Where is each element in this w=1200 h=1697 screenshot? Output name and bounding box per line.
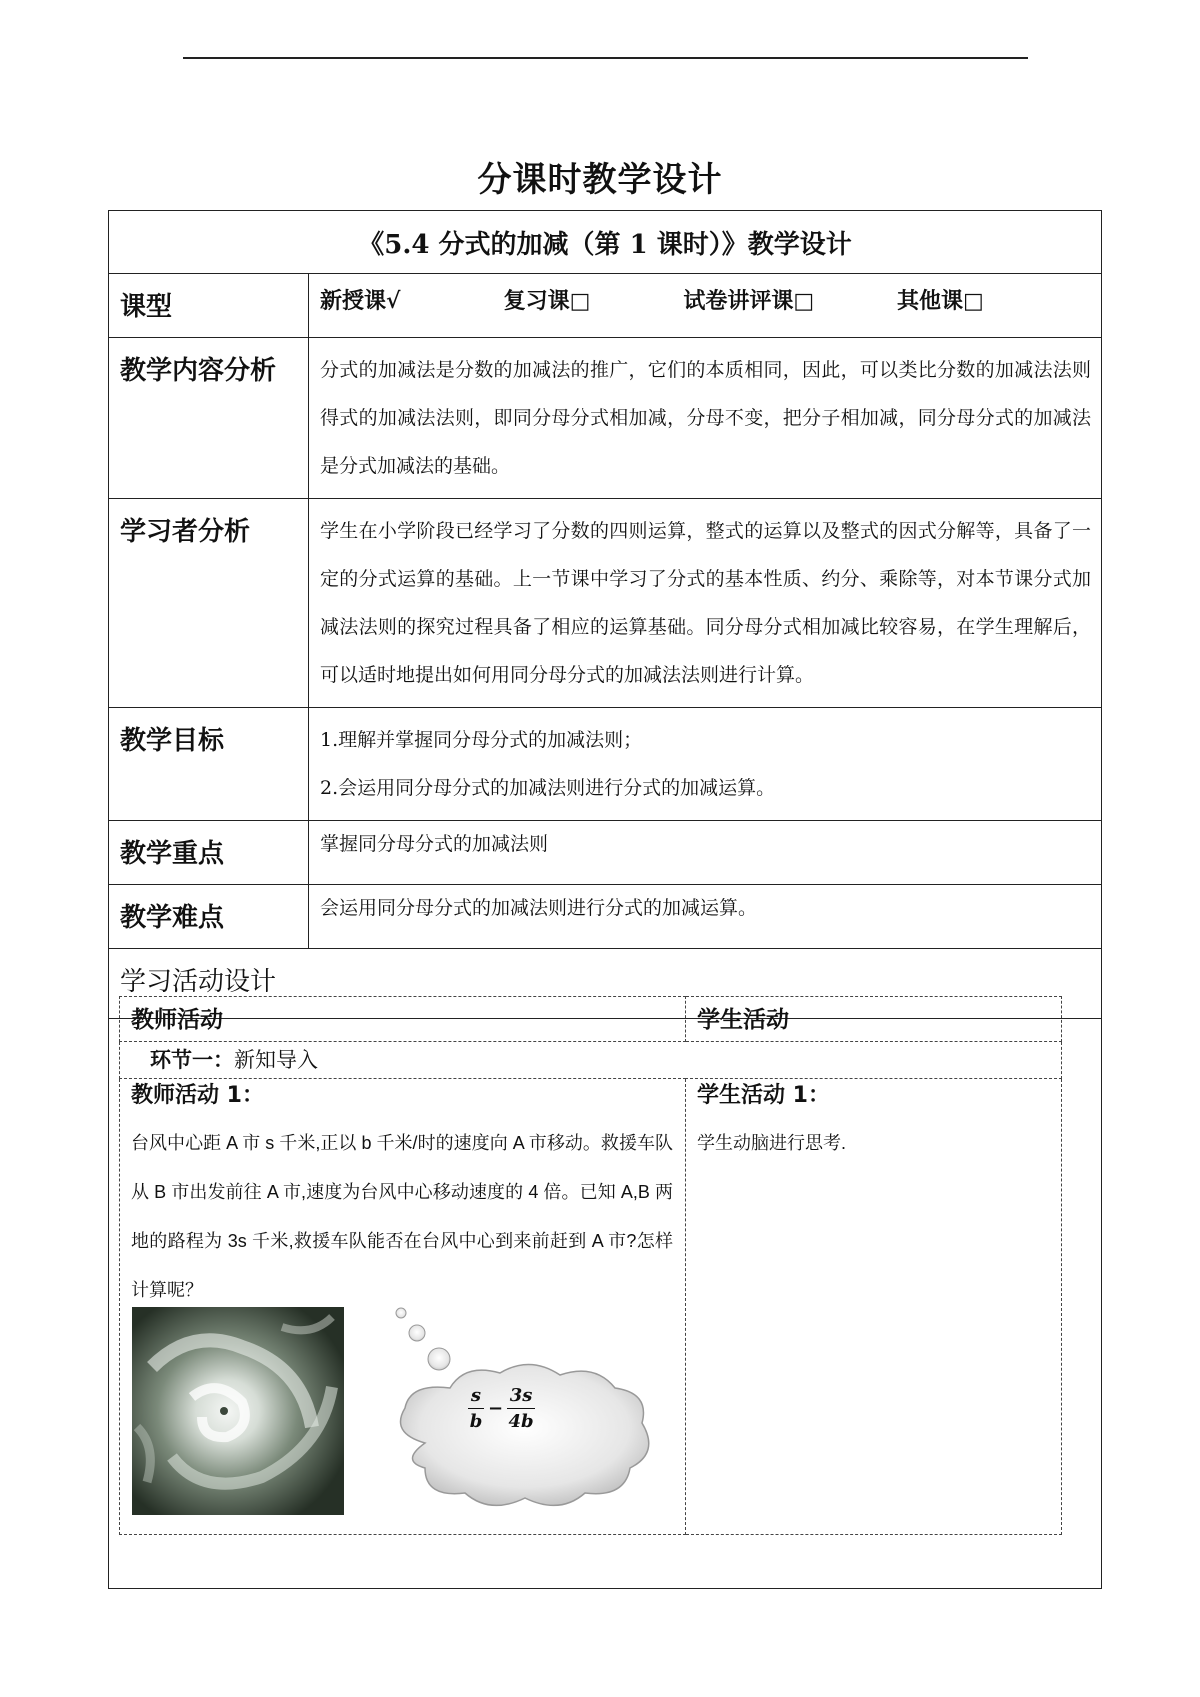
document-title: 分课时教学设计: [477, 160, 723, 200]
activity-table: [119, 996, 1062, 1535]
teacher-activity-header: 教师活动: [120, 997, 686, 1042]
lesson-title-row: [109, 211, 1102, 274]
fraction: [507, 1385, 535, 1432]
key-point-row: [109, 821, 1102, 885]
section-label: 环节一：: [150, 1048, 234, 1072]
activity-header-row: [120, 997, 1062, 1042]
student-activity-1-text: 学生动脑进行思考.: [697, 1133, 847, 1153]
content-analysis-label: 教学内容分析: [109, 338, 309, 499]
difficulty-row: [109, 885, 1102, 949]
student-activity-1: [686, 1079, 1062, 1535]
course-type-option: 其他课□: [897, 288, 984, 314]
activity-design-label: 学习活动设计: [109, 949, 1102, 1019]
numerator: 3s: [509, 1385, 533, 1406]
section-title: [120, 1042, 1062, 1079]
learner-analysis-label: 学习者分析: [109, 499, 309, 708]
key-point-text: 掌握同分母分式的加减法则: [309, 821, 1102, 885]
course-type-options: [309, 274, 1102, 338]
activity-table-wrapper: [119, 996, 1061, 1536]
course-type-row: [109, 274, 1102, 338]
fraction: [468, 1385, 484, 1432]
thought-cloud: [380, 1293, 660, 1523]
objectives-row: [109, 708, 1102, 821]
course-type-option: 复习课□: [503, 288, 591, 314]
section-name: 新知导入: [234, 1048, 318, 1072]
objective-item: 1.理解并掌握同分母分式的加减法则；: [320, 729, 643, 751]
course-type-label: 课型: [109, 274, 309, 338]
student-activity-1-title: 学生活动 1：: [697, 1083, 830, 1108]
content-analysis-text: 分式的加减法是分数的加减法的推广，它们的本质相同，因此，可以类比分数的加减法法则得式的加减法法则，即同分母分式相加减，分母不变，把分子相加减，同分母分式的加减法是分式加减法的基础。: [309, 338, 1102, 499]
denominator: b: [469, 1411, 483, 1432]
teacher-activity-1-text: 台风中心距 A 市 s 千米,正以 b 千米/时的速度向 A 市移动。救援车队从 B 市出发前往 A 市,速度为台风中心移动速度的 4 倍。已知 A,B 两地的路程为 3s 千米,救援车队能否在台风中心到来前赶到 A 市?怎样计算呢？: [131, 1133, 673, 1300]
student-activity-header: 学生活动: [686, 997, 1062, 1042]
header-rule: [183, 57, 1028, 59]
difficulty-text: 会运用同分母分式的加减法则进行分式的加减运算。: [309, 885, 1102, 949]
objective-item: 2.会运用同分母分式的加减法则进行分式的加减运算。: [320, 777, 776, 799]
learner-analysis-text: 学生在小学阶段已经学习了分数的四则运算，整式的运算以及整式的因式分解等，具备了一定的分式运算的基础。上一节课中学习了分式的基本性质、约分、乘除等，对本节课分式加减法法则的探究过程具备了相应的运算基础。同分母分式相加减比较容易，在学生理解后，可以适时地提出如何用同分母分式的加减法法则进行计算。: [309, 499, 1102, 708]
course-type-option: 试卷讲评课□: [683, 288, 815, 314]
numerator: s: [470, 1385, 482, 1406]
typhoon-satellite-image: [132, 1307, 344, 1515]
learner-analysis-row: [109, 499, 1102, 708]
denominator: 4b: [508, 1411, 534, 1432]
objectives-list: [309, 708, 1102, 821]
activity-1-row: [120, 1079, 1062, 1535]
difficulty-label: 教学难点: [109, 885, 309, 949]
lesson-title: 《5.4 分式的加减（第 1 课时）》教学设计: [109, 211, 1102, 274]
teacher-activity-1-title: 教师活动 1：: [131, 1083, 264, 1108]
teacher-activity-1: [120, 1079, 686, 1535]
minus-sign: −: [488, 1398, 504, 1419]
course-type-option: 新授课√: [320, 288, 401, 314]
key-point-label: 教学重点: [109, 821, 309, 885]
content-analysis-row: [109, 338, 1102, 499]
section-row: [120, 1042, 1062, 1079]
fraction-formula: [468, 1385, 535, 1432]
objectives-label: 教学目标: [109, 708, 309, 821]
